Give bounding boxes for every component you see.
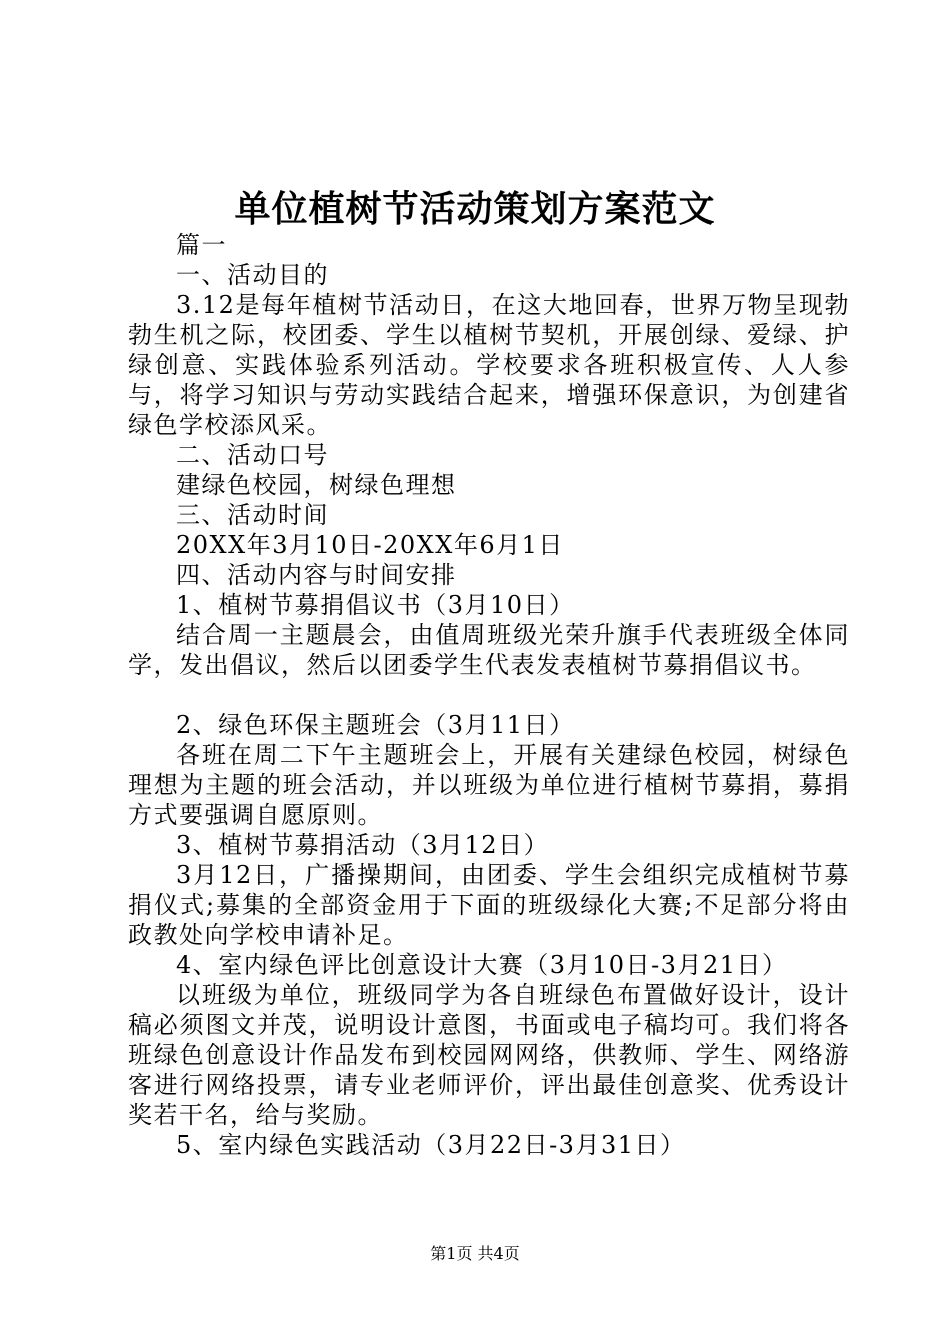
paragraph-spacer <box>128 680 850 710</box>
document-body <box>128 230 850 1160</box>
page-footer: 第1页 共4页 <box>430 1244 520 1263</box>
heading-activity-time: 三、活动时间 <box>176 501 329 529</box>
subheading-item-3: 3、植树节募捐活动（3月12日） <box>176 831 550 859</box>
paragraph-activity-time: 20XX年3月10日-20XX年6月1日 <box>176 531 564 559</box>
subheading-item-1: 1、植树节募捐倡议书（3月10日） <box>176 591 575 619</box>
heading-activity-slogan: 二、活动口号 <box>176 441 329 469</box>
paragraph-activity-slogan: 建绿色校园，树绿色理想 <box>176 471 457 499</box>
heading-activity-purpose: 一、活动目的 <box>176 261 329 289</box>
heading-activity-content: 四、活动内容与时间安排 <box>176 561 457 589</box>
paragraph-item-2: 各班在周二下午主题班会上，开展有关建绿色校园，树绿色理想为主题的班会活动，并以班级为单位进行植树节募捐，募捐方式要强调自愿原则。 <box>128 741 850 829</box>
subheading-item-4: 4、室内绿色评比创意设计大赛（3月10日-3月21日） <box>176 951 788 979</box>
document-title: 单位植树节活动策划方案范文 <box>234 188 716 230</box>
subheading-item-5: 5、室内绿色实践活动（3月22日-3月31日） <box>176 1131 686 1159</box>
paragraph-item-1: 结合周一主题晨会，由值周班级光荣升旗手代表班级全体同学，发出倡议，然后以团委学生代表发表植树节募捐倡议书。 <box>128 621 850 679</box>
paragraph-item-3: 3月12日，广播操期间，由团委、学生会组织完成植树节募捐仪式;募集的全部资金用于下面的班级绿化大赛;不足部分将由政教处向学校申请补足。 <box>128 861 850 949</box>
paragraph-section-label: 篇一 <box>176 231 227 259</box>
paragraph-item-4: 以班级为单位，班级同学为各自班绿色布置做好设计，设计稿必须图文并茂，说明设计意图，书面或电子稿均可。我们将各班绿色创意设计作品发布到校园网网络，供教师、学生、网络游客进行网络投票，请专业老师评价，评出最佳创意奖、优秀设计奖若干名，给与奖励。 <box>128 981 850 1129</box>
subheading-item-2: 2、绿色环保主题班会（3月11日） <box>176 711 575 739</box>
paragraph-activity-purpose: 3.12是每年植树节活动日，在这大地回春，世界万物呈现勃勃生机之际，校团委、学生以植树节契机，开展创绿、爱绿、护绿创意、实践体验系列活动。学校要求各班积极宣传、人人参与，将学习知识与劳动实践结合起来，增强环保意识，为创建省绿色学校添风采。 <box>128 291 850 439</box>
